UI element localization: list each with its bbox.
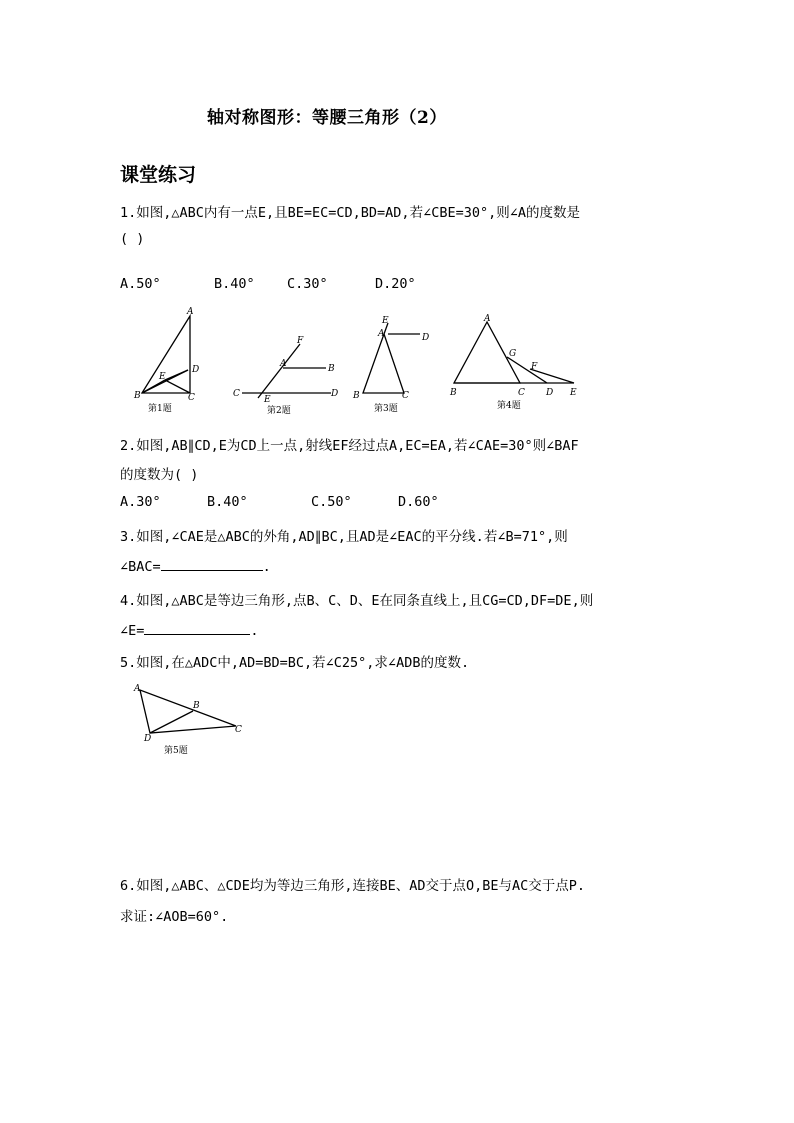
figure-5 bbox=[133, 684, 242, 756]
question-1-answer-bracket: ( ) bbox=[120, 231, 145, 247]
figure-4-label-g: G bbox=[509, 349, 517, 359]
question-2-option-d: D.60° bbox=[398, 494, 439, 510]
page-title: 轴对称图形：等腰三角形（2） bbox=[207, 108, 447, 128]
figure-2-label-a: A bbox=[280, 359, 287, 369]
figure-3-caption: 第3题 bbox=[374, 404, 398, 414]
question-1-option-b: B.40° bbox=[214, 276, 255, 292]
figure-2-caption: 第2题 bbox=[267, 406, 291, 416]
question-3-answer-prefix: ∠BAC= bbox=[120, 559, 161, 575]
figure-3-label-d: D bbox=[422, 333, 430, 343]
figure-3 bbox=[352, 316, 429, 414]
question-1-option-d: D.20° bbox=[375, 276, 416, 292]
figure-2-label-c: C bbox=[233, 389, 240, 399]
figure-1 bbox=[133, 307, 199, 414]
figure-4-caption: 第4题 bbox=[497, 401, 521, 411]
figure-3-label-a: A bbox=[378, 329, 385, 339]
question-6-text-cont: 求证:∠AOB=60°. bbox=[120, 909, 229, 925]
figure-1-label-d: D bbox=[192, 365, 200, 375]
figure-4-label-b: B bbox=[450, 388, 457, 398]
figure-4-label-c: C bbox=[518, 388, 525, 398]
question-4-answer-suffix: . bbox=[250, 623, 259, 639]
question-4-answer-prefix: ∠E= bbox=[120, 623, 145, 639]
figure-5-caption: 第5题 bbox=[164, 746, 188, 756]
figure-5-label-c: C bbox=[235, 725, 242, 735]
figure-4 bbox=[449, 314, 577, 411]
figure-5-label-d: D bbox=[144, 734, 152, 744]
question-3-answer-blank[interactable] bbox=[161, 556, 263, 571]
figure-5-label-b: B bbox=[193, 701, 200, 711]
question-5-text: 5.如图,在△ADC中,AD=BD=BC,若∠C25°,求∠ADB的度数. bbox=[120, 655, 470, 671]
figure-3-label-b: B bbox=[353, 391, 360, 401]
question-3-answer-suffix: . bbox=[262, 559, 271, 575]
question-1-text: 1.如图,△ABC内有一点E,且BE=EC=CD,BD=AD,若∠CBE=30°,则∠A的度数是 bbox=[120, 205, 580, 221]
figure-3-label-c: C bbox=[402, 391, 409, 401]
question-2-option-b: B.40° bbox=[207, 494, 248, 510]
question-4-text: 4.如图,△ABC是等边三角形,点B、C、D、E在同条直线上,且CG=CD,DF=DE,则 bbox=[120, 593, 594, 609]
figure-4-label-f: F bbox=[531, 362, 538, 372]
question-2-option-c: C.50° bbox=[311, 494, 352, 510]
question-2-text-cont: 的度数为( ) bbox=[120, 467, 199, 483]
figure-4-label-e: E bbox=[570, 388, 577, 398]
question-3-answer-line bbox=[120, 556, 271, 575]
figure-2-label-e: E bbox=[264, 395, 271, 405]
figure-1-label-a: A bbox=[187, 307, 194, 317]
question-6-text: 6.如图,△ABC、△CDE均为等边三角形,连接BE、AD交于点O,BE与AC交于点P. bbox=[120, 878, 586, 894]
figure-4-label-d: D bbox=[546, 388, 554, 398]
figure-5-label-a: A bbox=[134, 684, 141, 694]
figure-1-label-b: B bbox=[134, 391, 141, 401]
figure-1-label-c: C bbox=[188, 393, 195, 403]
figure-3-label-e: E bbox=[382, 316, 389, 326]
figure-2-label-f: F bbox=[297, 336, 304, 346]
question-2-option-a: A.30° bbox=[120, 494, 161, 510]
figure-2-label-d: D bbox=[331, 389, 339, 399]
question-3-text: 3.如图,∠CAE是△ABC的外角,AD∥BC,且AD是∠EAC的平分线.若∠B=71°,则 bbox=[120, 529, 568, 545]
question-1-option-c: C.30° bbox=[287, 276, 328, 292]
section-heading: 课堂练习 bbox=[120, 164, 197, 186]
figure-2-label-b: B bbox=[328, 364, 335, 374]
question-2-text: 2.如图,AB∥CD,E为CD上一点,射线EF经过点A,EC=EA,若∠CAE=30°则∠BAF bbox=[120, 438, 579, 454]
figure-2 bbox=[233, 336, 338, 416]
question-4-answer-blank[interactable] bbox=[144, 620, 250, 635]
figure-4-label-a: A bbox=[484, 314, 491, 324]
figure-1-caption: 第1题 bbox=[148, 404, 172, 414]
question-4-answer-line bbox=[120, 620, 259, 639]
question-1-option-a: A.50° bbox=[120, 276, 161, 292]
figure-1-label-e: E bbox=[159, 372, 166, 382]
